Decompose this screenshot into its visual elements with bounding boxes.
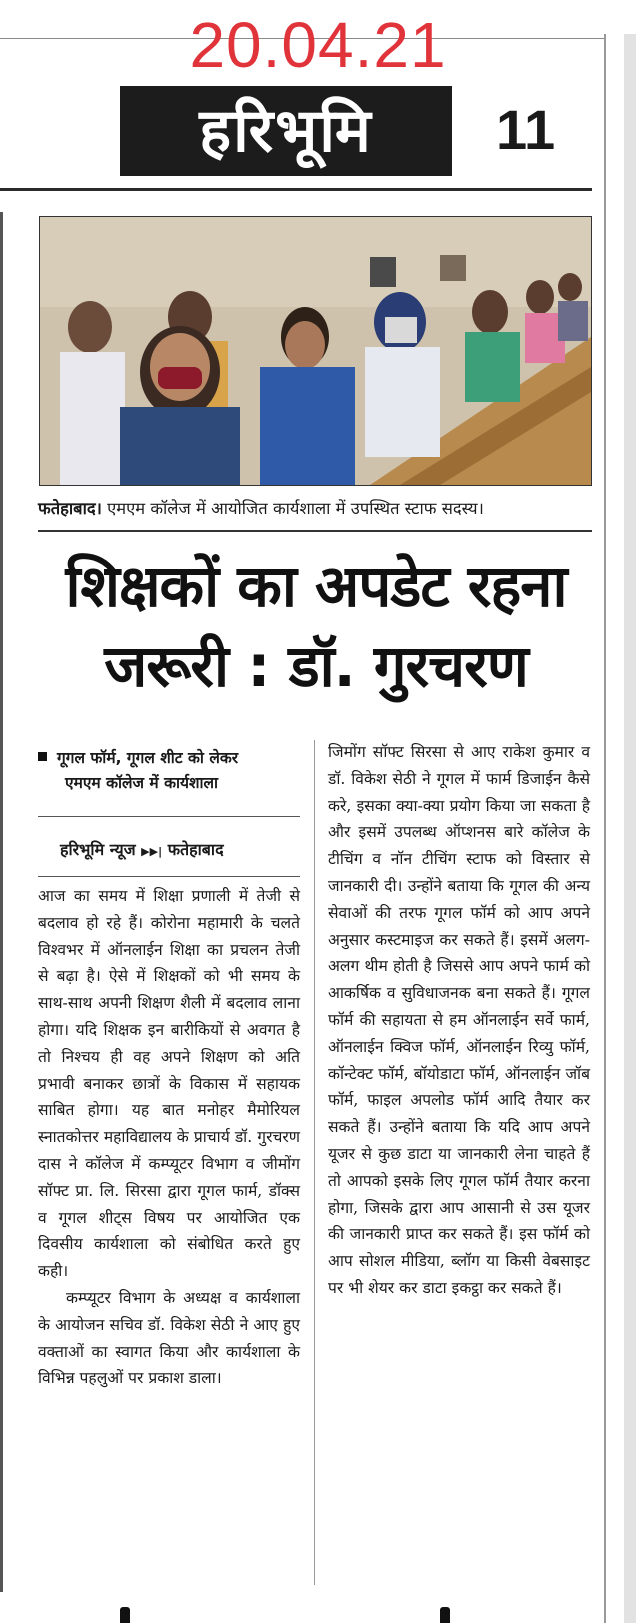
byline-top-rule <box>38 816 300 817</box>
masthead-rule <box>0 188 592 191</box>
subhead-line-2: एमएम कॉलेज में कार्यशाला <box>65 774 219 792</box>
newspaper-masthead: हरिभूमि <box>120 86 452 176</box>
article-paragraph-3: जिमोंग सॉफ्ट सिरसा से आए राकेश कुमार व डॉ. विकेश सेठी ने गूगल में फार्म डिजाईन कैसे करे, इसका क्या-क्या प्रयोग किया जा सकता है और इसमें उपलब्ध ऑप्शनस बारे कॉलेज के टीचिंग व नॉन टीचिंग स्टाफ को विस्तार से जानकारी दी। उन्होंने बताया कि गूगल की अन्य सेवाओं की तरफ गूगल फॉर्म को आप अपने अनुसार कस्टमाइज कर सकते हैं। इसमें अलग-अलग थीम होती है जिससे आप अपने फार्म को आकर्षिक व सुविधाजनक बना सकते हैं। गूगल फॉर्म की सहायता से हम ऑनलाईन सर्वे फार्म, ऑनलाईन क्विज फॉर्म, ऑनलाईन रिव्यु फॉर्म, कॉन्टेक्ट फॉर्म, बॉयोडाटा फॉर्म, ऑनलाईन जॉब फॉर्म, फाइल अपलोड फॉर्म आदि तैयार कर सकते हैं। उन्होंने बताया कि यदि आप अपने यूजर से कुछ डाटा या जानकारी लेना चाहते हैं तो आपको इसके लिए गूगल फॉर्म तैयार करना होगा, जिसके द्वारा आप आसानी से उस यूजर की जानकारी प्राप्त कर सकते हैं। इस फॉर्म को आप सोशल मीडिया, ब्लॉग या किसी वेबसाइट पर भी शेयर कर डाटा इकट्ठा कर सकते हैं। <box>328 743 590 1297</box>
page-number: 11 <box>496 98 556 161</box>
left-column-rule <box>0 212 3 1592</box>
article-paragraph-2: कम्प्यूटर विभाग के अध्यक्ष व कार्यशाला के आयोजन सचिव डॉ. विकेश सेठी ने आए हुए वक्ताओं का स्वागत किया और कार्यशाला के विभिन्न पहलुओं पर प्रकाश डाला। <box>38 1288 300 1388</box>
byline-source: हरिभूमि न्यूज <box>60 840 136 859</box>
headline-line-1: शिक्षकों का अपडेट रहना <box>65 552 567 620</box>
page-edge-rule <box>604 34 606 1623</box>
byline-bottom-rule <box>38 876 300 877</box>
page-edge-shadow <box>624 34 636 1623</box>
subhead <box>38 746 308 796</box>
photo-caption <box>38 497 598 521</box>
caption-text: एमएम कॉलेज में आयोजित कार्यशाला में उपस्थित स्टाफ सदस्य। <box>101 499 484 518</box>
article-column-2 <box>328 739 590 1302</box>
article-paragraph-1: आज का समय में शिक्षा प्रणाली में तेजी से बदलाव हो रहे हैं। कोरोना महामारी के चलते विश्वभर में ऑनलाईन शिक्षा का प्रचलन तेजी से बढ़ा है। ऐसे में शिक्षकों को भी समय के साथ-साथ अपनी शिक्षण शैली में बदलाव लाना होगा। यदि शिक्षक इन बारीकियों से अवगत है तो निश्चय ही वह अपने शिक्षण को अति प्रभावी बनाकर छात्रों के विकास में सहायक साबित होगा। यह बात मनोहर मैमोरियल स्नातकोत्तर महाविद्यालय के प्राचार्य डॉ. गुरचरण दास ने कॉलेज में कम्प्यूटर विभाग व जीमोंग सॉफ्ट प्रा. लि. सिरसा द्वारा गूगल फार्म, डॉक्स व गूगल शीट्स विषय पर आयोजित एक दिवसीय कार्यशाला को संबोधित करते हुए कही। <box>38 887 300 1281</box>
subhead-line-1: गूगल फॉर्म, गूगल शीट को लेकर <box>57 749 239 767</box>
column-divider <box>314 740 315 1585</box>
article-column-1 <box>38 883 300 1392</box>
bullet-square-icon <box>38 752 47 761</box>
news-photo <box>39 216 592 486</box>
group-photo-icon <box>40 217 591 485</box>
byline <box>60 838 224 864</box>
headline-line-2: जरूरी : डॉ. गुरचरण <box>104 632 528 700</box>
next-headline-fragment <box>100 1600 540 1623</box>
clipping-date: 20.04.21 <box>189 9 447 81</box>
caption-place: फतेहाबाद। <box>38 499 102 518</box>
byline-place: फतेहाबाद <box>167 840 224 859</box>
byline-arrows-icon: ▶▶| <box>141 845 163 858</box>
caption-rule <box>38 530 592 532</box>
